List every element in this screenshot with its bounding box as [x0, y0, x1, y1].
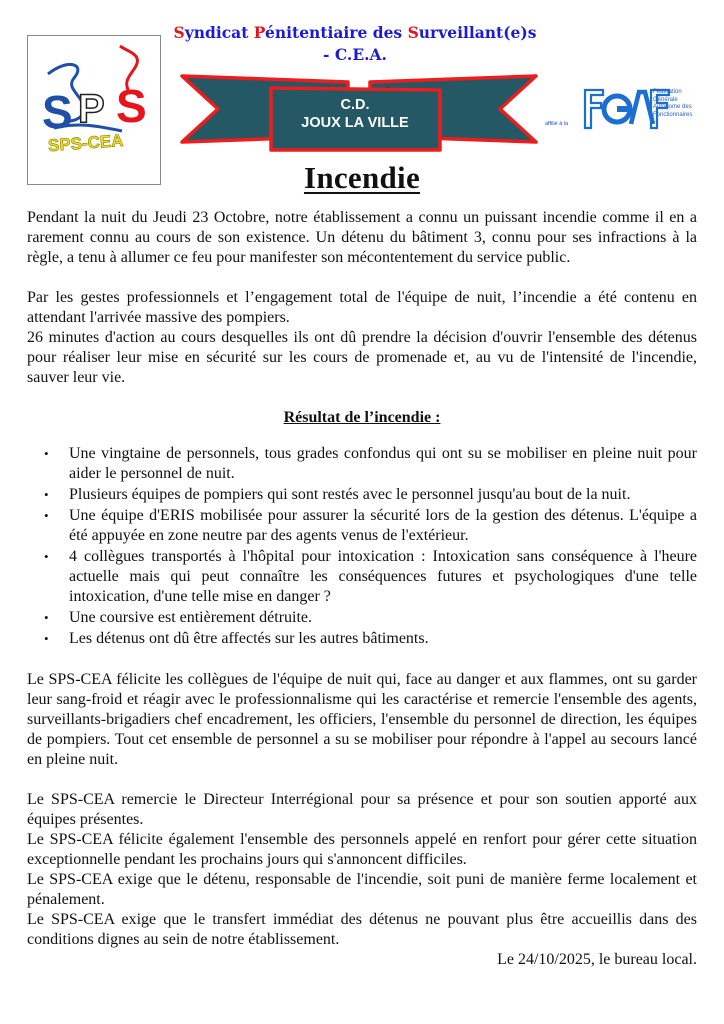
svg-text:S: S — [116, 80, 147, 132]
intro-paragraph: Pendant la nuit du Jeudi 23 Octobre, notre établissement a connu un puissant incendie comme il en a rarement connu au cours de son existence. Un détenu du bâtiment 3, connu pour ses infractions à la règle, a tenu à allumer ce feu pour manifester son mécontentement du service public. — [27, 209, 697, 266]
svg-text:P: P — [78, 87, 105, 131]
bullet-icon: • — [44, 549, 49, 564]
banner-line2: JOUX LA VILLE — [301, 115, 409, 131]
organization-title — [150, 22, 560, 66]
banner-label — [270, 96, 440, 132]
bullet-icon: • — [44, 508, 49, 523]
svg-text:SPS-CEA: SPS-CEA — [47, 130, 125, 156]
banner-line1: C.D. — [340, 97, 370, 113]
logo-letter-s-blue: S — [42, 86, 73, 138]
closing-statement: Le SPS-CEA exige que le transfert immédiat des détenus ne pouvant plus être accueillis dans des conditions dignes au sein de notre établissement. — [27, 911, 697, 948]
document-body — [27, 208, 697, 970]
list-item: • Plusieurs équipes de pompiers qui sont restés avec le personnel jusqu'au bout de la nuit. — [44, 486, 631, 503]
list-item: • Une coursive est entièrement détruite. — [44, 609, 313, 626]
fgaf-full-name: Fédération Générale Autonome des Fonctionnaires — [653, 89, 693, 118]
document-title: Incendie — [303, 160, 421, 195]
evacuation-paragraph: 26 minutes d'action au cours desquelles ils ont dû prendre la décision d'ouvrir l'ensemble des détenus pour réaliser leur mise en sécurité sur les cours de promenade et, au vu de l'intensité de l'incendie, sauver leur vie. — [27, 329, 697, 386]
signature-line: Le 24/10/2025, le bureau local. — [497, 951, 697, 968]
list-item: • Les détenus ont dû être affectés sur les autres bâtiments. — [44, 630, 429, 647]
organization-title-line1: Syndicat Pénitentiaire des Surveillant(e)s — [173, 23, 537, 42]
bullet-icon: • — [44, 631, 49, 646]
organization-title-line2: - C.E.A. — [323, 45, 387, 64]
closing-statement: Le SPS-CEA exige que le détenu, responsable de l'incendie, soit puni de manière ferme localement et pénalement. — [27, 871, 697, 908]
list-item: • Une vingtaine de personnels, tous grades confondus qui ont su se mobiliser en pleine nuit pour aider le personnel de nuit. — [44, 445, 697, 482]
closing-statement: Le SPS-CEA remercie le Directeur Interrégional pour sa présence et pour son soutien apporté aux équipes présentes. — [27, 791, 697, 828]
results-list — [27, 444, 697, 649]
bullet-icon: • — [44, 487, 49, 502]
fgaf-affiliation-prefix: affilié à la — [545, 121, 569, 127]
list-item: • Une équipe d'ERIS mobilisée pour assurer la sécurité lors de la gestion des détenus. L'équipe a été appuyée en zone neutre par des agents venus de l'extérieur. — [44, 507, 697, 544]
intervention-paragraph: Par les gestes professionnels et l’engagement total de l'équipe de nuit, l’incendie a été contenu en attendant l'arrivée massive des pompiers. — [27, 289, 697, 326]
closing-statement: Le SPS-CEA félicite également l'ensemble des personnels appelé en renfort pour gérer cette situation exceptionnelle pendant les prochains jours qui s'annoncent difficiles. — [27, 831, 697, 868]
congratulations-paragraph: Le SPS-CEA félicite les collègues de l'équipe de nuit qui, face au danger et aux flammes, ont su garder leur sang-froid et réagir avec le professionnalisme qui les caractérise et remercie l'ensemble des agents, surveillants-brigadiers chef encadrement, les officiers, l'ensemble du personnel de direction, les équipes de pompiers. Tout cet ensemble de personnel a su se mobiliser pour répondre à l'appel au secours lancé en pleine nuit. — [27, 671, 697, 768]
bullet-icon: • — [44, 610, 49, 625]
bullet-icon: • — [44, 446, 49, 461]
results-heading: Résultat de l’incendie : — [283, 409, 441, 426]
list-item: • 4 collègues transportés à l'hôpital pour intoxication : Intoxication sans conséquence à l'heure actuelle mais qui peut connaître les conséquences futures et psychologiques d'une telle intoxication, d'une telle mise en danger ? — [44, 548, 697, 605]
